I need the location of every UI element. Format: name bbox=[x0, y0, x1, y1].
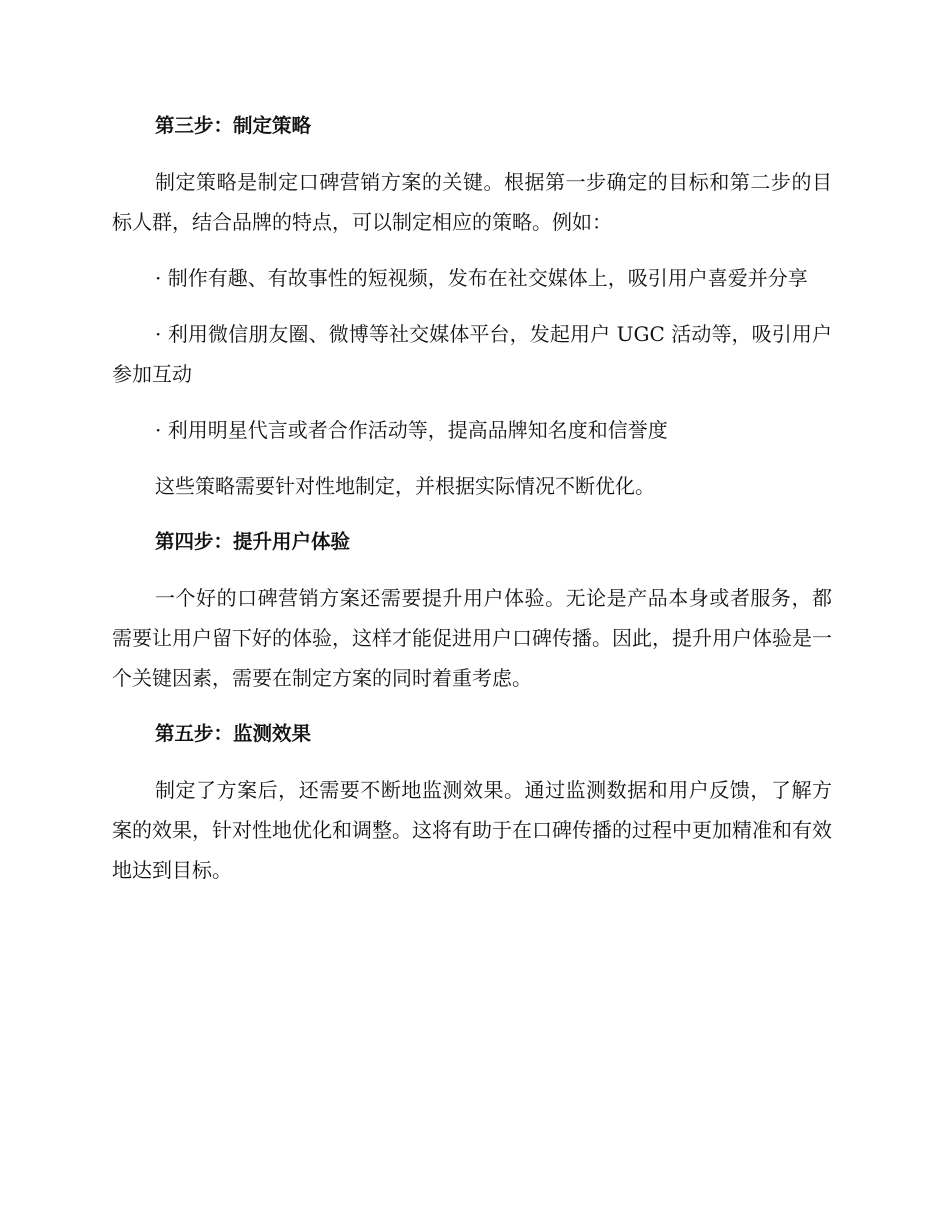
step5-body-paragraph: 制定了方案后，还需要不断地监测效果。通过监测数据和用户反馈，了解方案的效果，针对性地优化和调整。这将有助于在口碑传播的过程中更加精准和有效地达到目标。 bbox=[112, 778, 832, 882]
step3-bullet-item: · 制作有趣、有故事性的短视频，发布在社交媒体上，吸引用户喜爱并分享 bbox=[155, 266, 808, 290]
section-heading-step3: 第三步：制定策略 bbox=[155, 114, 312, 137]
document-page bbox=[112, 106, 832, 906]
step4-body-paragraph: 一个好的口碑营销方案还需要提升用户体验。无论是产品本身或者服务，都需要让用户留下好的体验，这样才能促进用户口碑传播。因此，提升用户体验是一个关键因素，需要在制定方案的同时着重考虑。 bbox=[112, 586, 832, 690]
section-heading-step4: 第四步：提升用户体验 bbox=[155, 530, 351, 553]
section-heading-step5: 第五步：监测效果 bbox=[155, 722, 312, 745]
step3-outro-paragraph: 这些策略需要针对性地制定，并根据实际情况不断优化。 bbox=[155, 474, 655, 498]
step3-intro-paragraph: 制定策略是制定口碑营销方案的关键。根据第一步确定的目标和第二步的目标人群，结合品牌的特点，可以制定相应的策略。例如： bbox=[112, 170, 832, 234]
step3-bullet-item: · 利用明星代言或者合作活动等，提高品牌知名度和信誉度 bbox=[155, 418, 668, 442]
step3-bullet-item: · 利用微信朋友圈、微博等社交媒体平台，发起用户 UGC 活动等，吸引用户参加互动 bbox=[112, 322, 832, 386]
